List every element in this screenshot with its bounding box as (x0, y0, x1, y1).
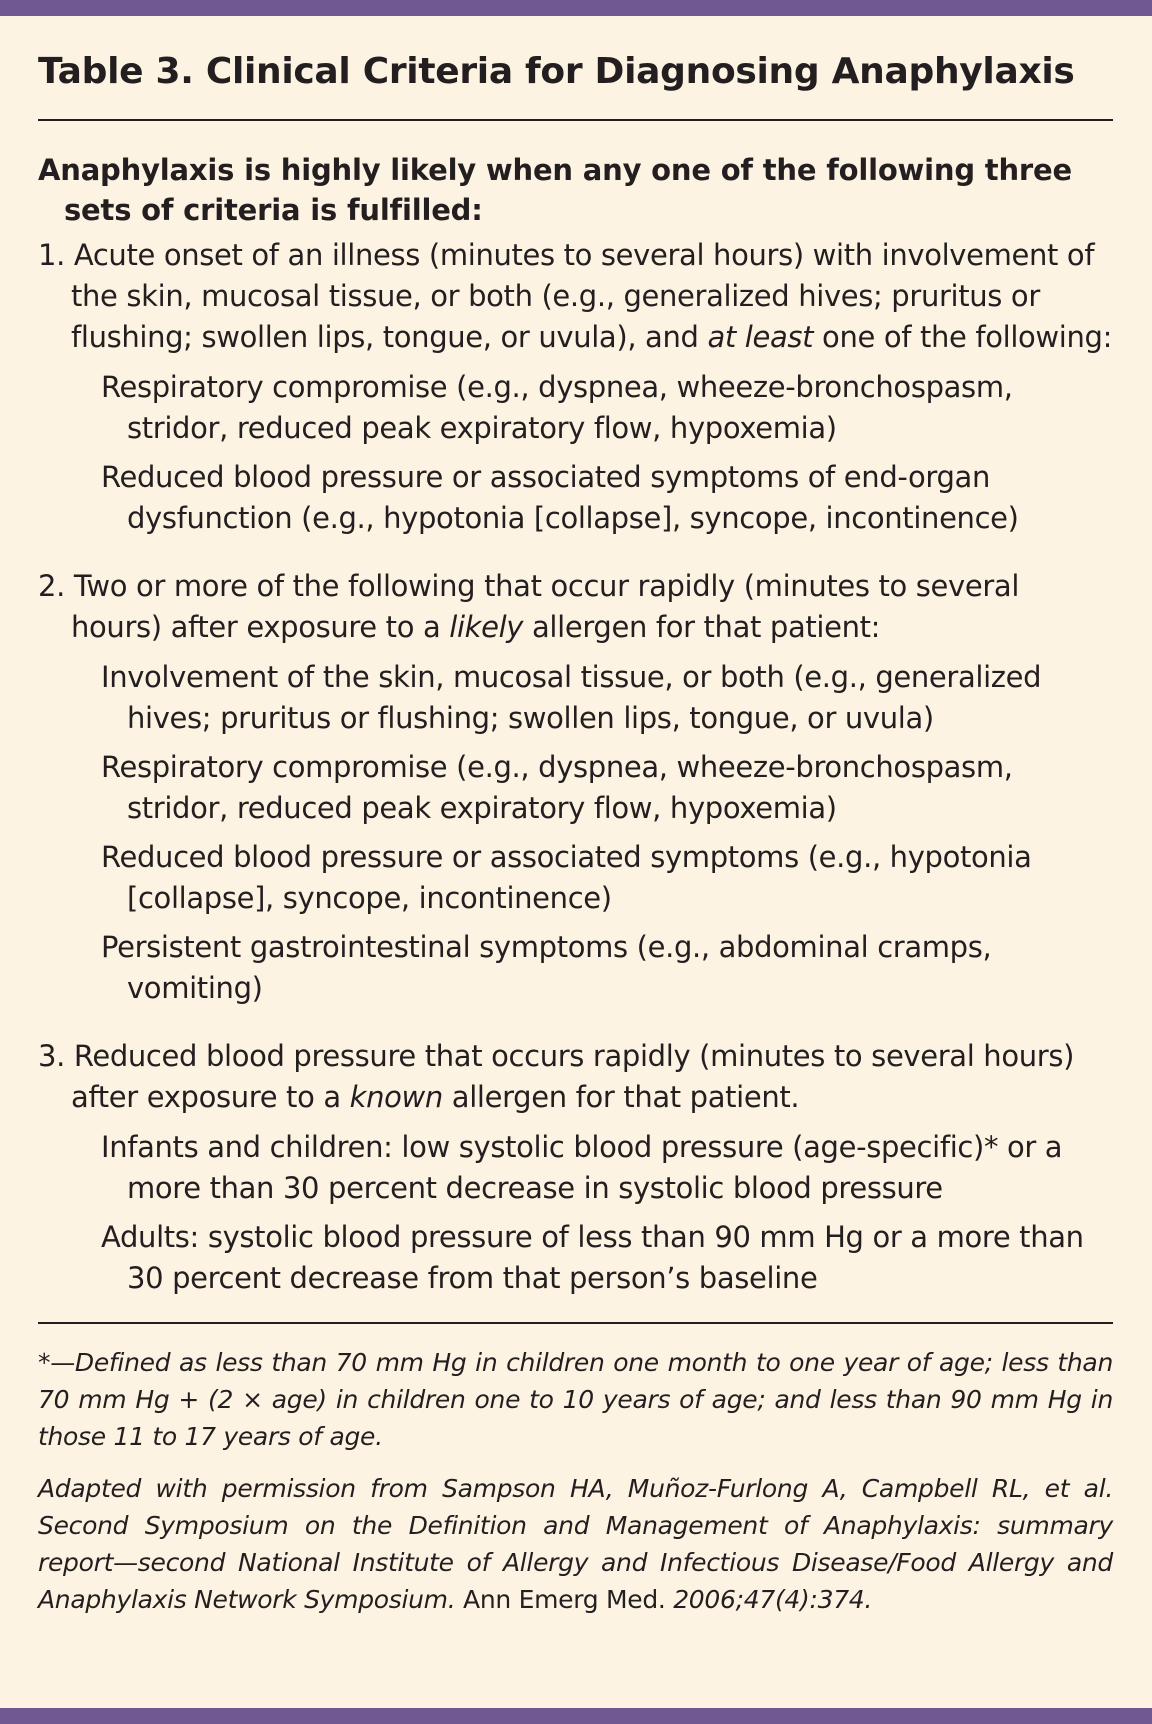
intro-text: Anaphylaxis is highly likely when any one of the following three sets of criteria is fulfilled: (38, 153, 1072, 227)
criterion-1-item: Reduced blood pressure or associated symptoms of end-organ dysfunction (e.g., hypotonia [collapse], syncope, incontinence) (101, 460, 1019, 535)
criterion-text-end: one of the following: (822, 320, 1113, 354)
criterion-1 (38, 235, 1113, 358)
top-accent-bar (0, 0, 1152, 16)
criterion-text-end: allergen for that patient: (532, 610, 881, 644)
source-text: Adapted with permission from Sampson HA, Muñoz-Furlong A, Campbell RL, et al. Second Symposium on the Definition and Management of Anaphylaxis: summary report—second National Institute of Allergy and Infectious Disease/Food Allergy and Anaphylaxis Network Symposium. (38, 1474, 1113, 1614)
criterion-text-end: allergen for that patient. (451, 1080, 800, 1114)
bottom-accent-bar (0, 1708, 1152, 1724)
criterion-2 (38, 566, 1113, 648)
criterion-3 (38, 1036, 1113, 1118)
criterion-number: 3. (38, 1039, 65, 1073)
criterion-3-item: Infants and children: low systolic blood pressure (age-specific)* or a more than 30 percent decrease in systolic blood pressure (101, 1130, 1063, 1205)
criterion-3-item: Adults: systolic blood pressure of less than 90 mm Hg or a more than 30 percent decrease from that person’s baseline (101, 1220, 1084, 1295)
criterion-number: 2. (38, 569, 65, 603)
criterion-text: Acute onset of an illness (minutes to several hours) with involvement of the skin, mucosal tissue, or both (e.g., generalized hives; pruritus or flushing; swollen lips, tongue, or uvula), and (71, 238, 1095, 354)
table-title: Table 3. Clinical Criteria for Diagnosing Anaphylaxis (38, 51, 1075, 92)
criterion-2-item: Reduced blood pressure or associated symptoms (e.g., hypotonia [collapse], syncope, incontinence) (101, 840, 1032, 915)
criterion-emphasis: at least (707, 320, 814, 354)
criterion-number: 1. (38, 238, 65, 272)
footnote-divider (38, 1322, 1113, 1324)
table-content (38, 48, 1113, 1618)
criterion-2-item: Persistent gastrointestinal symptoms (e.g., abdominal cramps, vomiting) (101, 930, 992, 1005)
criterion-text: Two or more of the following that occur rapidly (minutes to several hours) after exposure to a (71, 569, 1020, 644)
criterion-2-item: Respiratory compromise (e.g., dyspnea, wheeze-bronchospasm, stridor, reduced peak expiratory flow, hypoxemia) (101, 750, 1013, 825)
criterion-text: Reduced blood pressure that occurs rapidly (minutes to several hours) after exposure to a (71, 1039, 1075, 1114)
journal-citation: 2006;47(4):374. (673, 1585, 873, 1614)
criterion-emphasis: known (349, 1080, 443, 1114)
title-divider (38, 119, 1113, 121)
criterion-emphasis: likely (449, 610, 524, 644)
footnote: *—Defined as less than 70 mm Hg in children one month to one year of age; less than 70 mm Hg + (2 × age) in children one to 10 years of age; and less than 90 mm Hg in those 11 to 17 years of age. (38, 1348, 1113, 1451)
criterion-1-item: Respiratory compromise (e.g., dyspnea, wheeze-bronchospasm, stridor, reduced peak expiratory flow, hypoxemia) (101, 370, 1013, 445)
source-citation (38, 1470, 1113, 1618)
journal-name: Ann Emerg Med. (463, 1585, 666, 1614)
criterion-2-item: Involvement of the skin, mucosal tissue, or both (e.g., generalized hives; pruritus or flushing; swollen lips, tongue, or uvula) (101, 660, 1042, 735)
